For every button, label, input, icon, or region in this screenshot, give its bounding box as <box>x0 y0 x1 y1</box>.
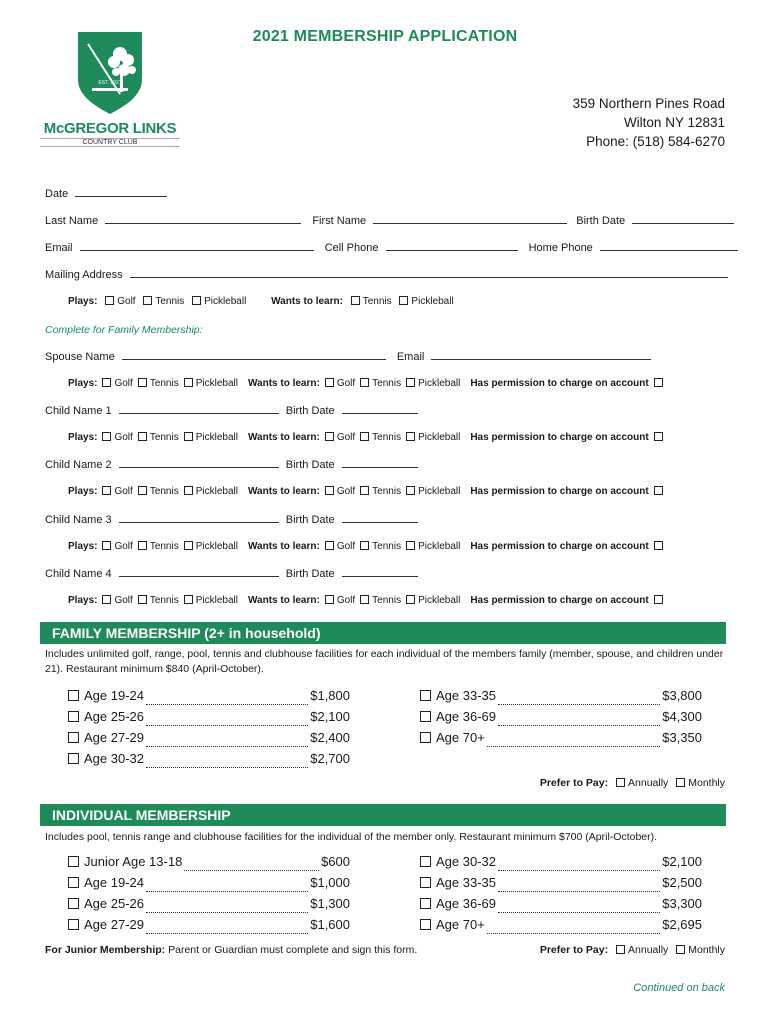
mailing-row <box>45 268 728 281</box>
spouse-row <box>45 350 651 363</box>
family-monthly-checkbox[interactable] <box>676 778 685 787</box>
option-price: $600 <box>321 854 350 869</box>
individual-prefer-row <box>540 944 725 956</box>
learn-golf-label: Golf <box>336 486 356 497</box>
golf-checkbox[interactable] <box>102 541 111 550</box>
option-leader <box>498 854 660 871</box>
option-label: Age 19-24 <box>84 875 144 890</box>
option-label: Age 30-32 <box>436 854 496 869</box>
option-price: $2,500 <box>662 875 702 890</box>
learn-tennis-label: Tennis <box>362 296 392 307</box>
applicant-plays-row <box>68 296 454 307</box>
child2-row <box>45 458 418 471</box>
home-phone-label: Home Phone <box>528 242 593 254</box>
child3-birth-label: Birth Date <box>285 514 335 526</box>
pickleball-checkbox[interactable] <box>184 378 193 387</box>
option-label: Age 25-26 <box>84 896 144 911</box>
option-checkbox[interactable] <box>420 898 431 909</box>
email-field[interactable] <box>80 241 314 251</box>
pickleball-label: Pickleball <box>195 378 238 389</box>
first-name-label: First Name <box>312 215 367 227</box>
option-leader <box>146 917 308 934</box>
individual-right-option[interactable] <box>420 917 702 938</box>
option-checkbox[interactable] <box>68 856 79 867</box>
learn-tennis-label: Tennis <box>372 432 402 443</box>
spouse-email-field[interactable] <box>431 350 651 360</box>
address-line-2: Wilton NY 12831 <box>623 115 725 130</box>
golf-label: Golf <box>117 296 136 307</box>
tennis-checkbox[interactable] <box>143 296 152 305</box>
individual-heading: INDIVIDUAL MEMBERSHIP <box>40 804 726 826</box>
pickleball-checkbox[interactable] <box>184 486 193 495</box>
child3-label: Child Name 3 <box>45 514 112 526</box>
learn-golf-label: Golf <box>336 432 356 443</box>
learn-pickleball-label: Pickleball <box>418 541 461 552</box>
spouse-field[interactable] <box>122 350 386 360</box>
learn-tennis-label: Tennis <box>372 378 402 389</box>
individual-monthly-checkbox[interactable] <box>676 945 685 954</box>
learn-golf-checkbox[interactable] <box>325 486 334 495</box>
learn-pickleball-checkbox[interactable] <box>406 378 415 387</box>
home-phone-field[interactable] <box>600 241 738 251</box>
child3-row <box>45 513 418 526</box>
tennis-label: Tennis <box>149 595 179 606</box>
option-checkbox[interactable] <box>420 711 431 722</box>
child3-birth-field[interactable] <box>342 513 418 523</box>
phone-number: Phone: (518) 584-6270 <box>586 134 725 149</box>
tennis-label: Tennis <box>149 486 179 497</box>
option-leader <box>146 896 308 913</box>
option-leader <box>487 730 660 747</box>
date-label: Date <box>45 188 69 200</box>
child2-birth-label: Birth Date <box>285 459 335 471</box>
learn-tennis-checkbox[interactable] <box>351 296 360 305</box>
learn-golf-label: Golf <box>336 595 356 606</box>
family-prefer-row <box>540 777 725 789</box>
option-price: $3,300 <box>662 896 702 911</box>
last-name-field[interactable] <box>105 214 301 224</box>
family-left-option[interactable] <box>68 688 350 709</box>
option-checkbox[interactable] <box>68 732 79 743</box>
tennis-checkbox[interactable] <box>138 541 147 550</box>
permission-checkbox[interactable] <box>654 595 663 604</box>
tennis-label: Tennis <box>155 296 185 307</box>
learn-golf-checkbox[interactable] <box>325 541 334 550</box>
monthly-label: Monthly <box>688 777 725 789</box>
prefer-label: Prefer to Pay: <box>539 777 609 789</box>
option-leader <box>498 875 660 892</box>
learn-pickleball-checkbox[interactable] <box>406 595 415 604</box>
option-checkbox[interactable] <box>68 753 79 764</box>
pickleball-checkbox[interactable] <box>184 432 193 441</box>
tennis-checkbox[interactable] <box>138 378 147 387</box>
option-price: $1,300 <box>310 896 350 911</box>
individual-left-option[interactable] <box>68 917 350 938</box>
option-price: $2,400 <box>310 730 350 745</box>
family-right-option[interactable] <box>420 709 702 730</box>
email-label: Email <box>45 242 73 254</box>
option-leader <box>146 688 308 705</box>
learn-tennis-checkbox[interactable] <box>360 378 369 387</box>
tennis-checkbox[interactable] <box>138 432 147 441</box>
option-label: Age 27-29 <box>84 917 144 932</box>
learn-golf-label: Golf <box>336 541 356 552</box>
option-checkbox[interactable] <box>420 732 431 743</box>
golf-checkbox[interactable] <box>102 486 111 495</box>
wants-label: Wants to learn: <box>247 378 320 389</box>
wants-label: Wants to learn: <box>247 486 320 497</box>
individual-left-options <box>68 854 350 938</box>
individual-right-option[interactable] <box>420 896 702 917</box>
permission-checkbox[interactable] <box>654 486 663 495</box>
learn-golf-checkbox[interactable] <box>325 378 334 387</box>
option-checkbox[interactable] <box>68 711 79 722</box>
permission-checkbox[interactable] <box>654 378 663 387</box>
family-right-option[interactable] <box>420 730 702 751</box>
family-left-option[interactable] <box>68 751 350 772</box>
child4-birth-field[interactable] <box>342 567 418 577</box>
learn-tennis-checkbox[interactable] <box>360 486 369 495</box>
tennis-label: Tennis <box>149 432 179 443</box>
child1-row <box>45 404 418 417</box>
child4-birth-label: Birth Date <box>285 568 335 580</box>
child4-row <box>45 567 418 580</box>
option-price: $2,700 <box>310 751 350 766</box>
option-label: Age 36-69 <box>436 896 496 911</box>
option-label: Junior Age 13-18 <box>84 854 183 869</box>
option-label: Age 36-69 <box>436 709 496 724</box>
individual-right-option[interactable] <box>420 854 702 875</box>
wants-label: Wants to learn: <box>247 595 320 606</box>
learn-pickleball-checkbox[interactable] <box>406 486 415 495</box>
spouse-plays-row <box>68 378 666 389</box>
permission-label: Has permission to charge on account <box>470 486 649 497</box>
learn-tennis-label: Tennis <box>372 595 402 606</box>
tennis-label: Tennis <box>149 541 179 552</box>
learn-tennis-label: Tennis <box>372 486 402 497</box>
club-address <box>573 94 725 151</box>
permission-label: Has permission to charge on account <box>470 595 649 606</box>
logo-est: EST. 1921 <box>98 80 122 86</box>
pickleball-label: Pickleball <box>195 595 238 606</box>
continued-note: Continued on back <box>633 982 725 994</box>
option-checkbox[interactable] <box>68 919 79 930</box>
option-price: $3,800 <box>662 688 702 703</box>
learn-golf-checkbox[interactable] <box>325 432 334 441</box>
learn-pickleball-checkbox[interactable] <box>399 296 408 305</box>
family-left-option[interactable] <box>68 730 350 751</box>
individual-left-option[interactable] <box>68 896 350 917</box>
individual-annually-checkbox[interactable] <box>616 945 625 954</box>
contact-row <box>45 241 738 254</box>
option-price: $2,695 <box>662 917 702 932</box>
option-label: Age 33-35 <box>436 688 496 703</box>
option-leader <box>146 751 308 768</box>
page-title: 2021 MEMBERSHIP APPLICATION <box>252 28 518 45</box>
option-checkbox[interactable] <box>420 690 431 701</box>
learn-golf-label: Golf <box>336 378 356 389</box>
plays-label: Plays: <box>68 432 98 443</box>
last-name-label: Last Name <box>45 215 99 227</box>
learn-pickleball-label: Pickleball <box>418 432 461 443</box>
pickleball-label: Pickleball <box>195 432 238 443</box>
logo-sub: COUNTRY CLUB <box>40 138 180 147</box>
monthly-label: Monthly <box>688 944 725 956</box>
plays-label: Plays: <box>68 296 98 307</box>
mailing-label: Mailing Address <box>45 269 123 281</box>
junior-note-bold: For Junior Membership: <box>45 944 166 956</box>
child2-birth-field[interactable] <box>342 458 418 468</box>
child1-birth-field[interactable] <box>342 404 418 414</box>
mailing-field[interactable] <box>130 268 728 278</box>
pickleball-label: Pickleball <box>195 541 238 552</box>
child1-field[interactable] <box>119 404 279 414</box>
family-right-options <box>420 688 702 751</box>
option-label: Age 70+ <box>436 917 485 932</box>
child4-label: Child Name 4 <box>45 568 112 580</box>
individual-left-option[interactable] <box>68 854 350 875</box>
child4-plays-row <box>68 595 666 606</box>
child2-plays-row <box>68 486 666 497</box>
option-checkbox[interactable] <box>68 898 79 909</box>
tennis-label: Tennis <box>149 378 179 389</box>
individual-right-option[interactable] <box>420 875 702 896</box>
golf-checkbox[interactable] <box>102 378 111 387</box>
option-price: $2,100 <box>310 709 350 724</box>
option-label: Age 30-32 <box>84 751 144 766</box>
golf-label: Golf <box>114 432 133 443</box>
family-annually-checkbox[interactable] <box>616 778 625 787</box>
permission-label: Has permission to charge on account <box>470 541 649 552</box>
golf-label: Golf <box>114 541 133 552</box>
birth-date-field[interactable] <box>632 214 734 224</box>
pickleball-checkbox[interactable] <box>184 595 193 604</box>
learn-tennis-checkbox[interactable] <box>360 541 369 550</box>
option-checkbox[interactable] <box>68 877 79 888</box>
child2-label: Child Name 2 <box>45 459 112 471</box>
prefer-label: Prefer to Pay: <box>539 944 609 956</box>
cell-phone-label: Cell Phone <box>324 242 379 254</box>
plays-label: Plays: <box>68 378 98 389</box>
option-price: $4,300 <box>662 709 702 724</box>
option-price: $1,000 <box>310 875 350 890</box>
option-checkbox[interactable] <box>68 690 79 701</box>
learn-pickleball-label: Pickleball <box>411 296 454 307</box>
option-leader <box>498 709 660 726</box>
option-checkbox[interactable] <box>420 856 431 867</box>
option-checkbox[interactable] <box>420 919 431 930</box>
learn-pickleball-label: Pickleball <box>418 486 461 497</box>
option-price: $3,350 <box>662 730 702 745</box>
date-row <box>45 187 167 200</box>
plays-label: Plays: <box>68 595 98 606</box>
child3-field[interactable] <box>119 513 279 523</box>
plays-label: Plays: <box>68 486 98 497</box>
logo-name: McGREGOR LINKS <box>43 120 177 137</box>
pickleball-checkbox[interactable] <box>192 296 201 305</box>
golf-label: Golf <box>114 595 133 606</box>
family-right-option[interactable] <box>420 688 702 709</box>
learn-tennis-label: Tennis <box>372 541 402 552</box>
spouse-email-label: Email <box>396 351 425 363</box>
option-leader <box>487 917 660 934</box>
child1-label: Child Name 1 <box>45 405 112 417</box>
learn-pickleball-checkbox[interactable] <box>406 541 415 550</box>
learn-pickleball-label: Pickleball <box>418 378 461 389</box>
wants-label: Wants to learn: <box>247 432 320 443</box>
date-field[interactable] <box>75 187 167 197</box>
junior-note-text: Parent or Guardian must complete and sign this form. <box>168 944 418 956</box>
individual-right-options <box>420 854 702 938</box>
learn-pickleball-label: Pickleball <box>418 595 461 606</box>
option-price: $2,100 <box>662 854 702 869</box>
first-name-field[interactable] <box>373 214 567 224</box>
tennis-checkbox[interactable] <box>138 595 147 604</box>
individual-left-option[interactable] <box>68 875 350 896</box>
option-price: $1,600 <box>310 917 350 932</box>
permission-label: Has permission to charge on account <box>470 432 649 443</box>
spouse-label: Spouse Name <box>45 351 115 363</box>
golf-label: Golf <box>114 486 133 497</box>
learn-tennis-checkbox[interactable] <box>360 432 369 441</box>
pickleball-label: Pickleball <box>204 296 247 307</box>
individual-description: Includes pool, tennis range and clubhouse facilities for the individual of the member only. Restaurant minimum $700 (April-October). <box>45 831 658 843</box>
child2-field[interactable] <box>119 458 279 468</box>
wants-label: Wants to learn: <box>271 296 343 307</box>
option-leader <box>146 730 308 747</box>
wants-label: Wants to learn: <box>247 541 320 552</box>
pickleball-checkbox[interactable] <box>184 541 193 550</box>
option-leader <box>498 896 660 913</box>
option-label: Age 25-26 <box>84 709 144 724</box>
child4-field[interactable] <box>119 567 279 577</box>
family-left-options <box>68 688 350 772</box>
option-leader <box>146 709 308 726</box>
option-label: Age 27-29 <box>84 730 144 745</box>
annually-label: Annually <box>628 777 669 789</box>
name-row <box>45 214 725 227</box>
junior-note <box>45 944 417 956</box>
golf-checkbox[interactable] <box>102 432 111 441</box>
option-label: Age 33-35 <box>436 875 496 890</box>
child3-plays-row <box>68 541 666 552</box>
family-description: Includes unlimited golf, range, pool, tennis and clubhouse facilities for each individual of the members family (member, spouse, and children under 21). Restaurant minimum $840 (April-October). <box>45 648 724 675</box>
birth-date-label: Birth Date <box>576 215 626 227</box>
tennis-checkbox[interactable] <box>138 486 147 495</box>
option-leader <box>146 875 308 892</box>
pickleball-label: Pickleball <box>195 486 238 497</box>
child1-plays-row <box>68 432 666 443</box>
option-label: Age 19-24 <box>84 688 144 703</box>
permission-checkbox[interactable] <box>654 432 663 441</box>
golf-checkbox[interactable] <box>105 296 114 305</box>
plays-label: Plays: <box>68 541 98 552</box>
option-leader <box>184 854 319 871</box>
learn-tennis-checkbox[interactable] <box>360 595 369 604</box>
learn-pickleball-checkbox[interactable] <box>406 432 415 441</box>
annually-label: Annually <box>628 944 669 956</box>
family-note: Complete for Family Membership: <box>45 324 203 336</box>
cell-phone-field[interactable] <box>386 241 518 251</box>
permission-checkbox[interactable] <box>654 541 663 550</box>
learn-golf-checkbox[interactable] <box>325 595 334 604</box>
family-heading: FAMILY MEMBERSHIP (2+ in household) <box>40 622 726 644</box>
option-checkbox[interactable] <box>420 877 431 888</box>
golf-checkbox[interactable] <box>102 595 111 604</box>
option-label: Age 70+ <box>436 730 485 745</box>
option-leader <box>498 688 660 705</box>
permission-label: Has permission to charge on account <box>470 378 649 389</box>
child1-birth-label: Birth Date <box>285 405 335 417</box>
golf-label: Golf <box>114 378 133 389</box>
address-line-1: 359 Northern Pines Road <box>572 96 725 111</box>
option-price: $1,800 <box>310 688 350 703</box>
family-left-option[interactable] <box>68 709 350 730</box>
